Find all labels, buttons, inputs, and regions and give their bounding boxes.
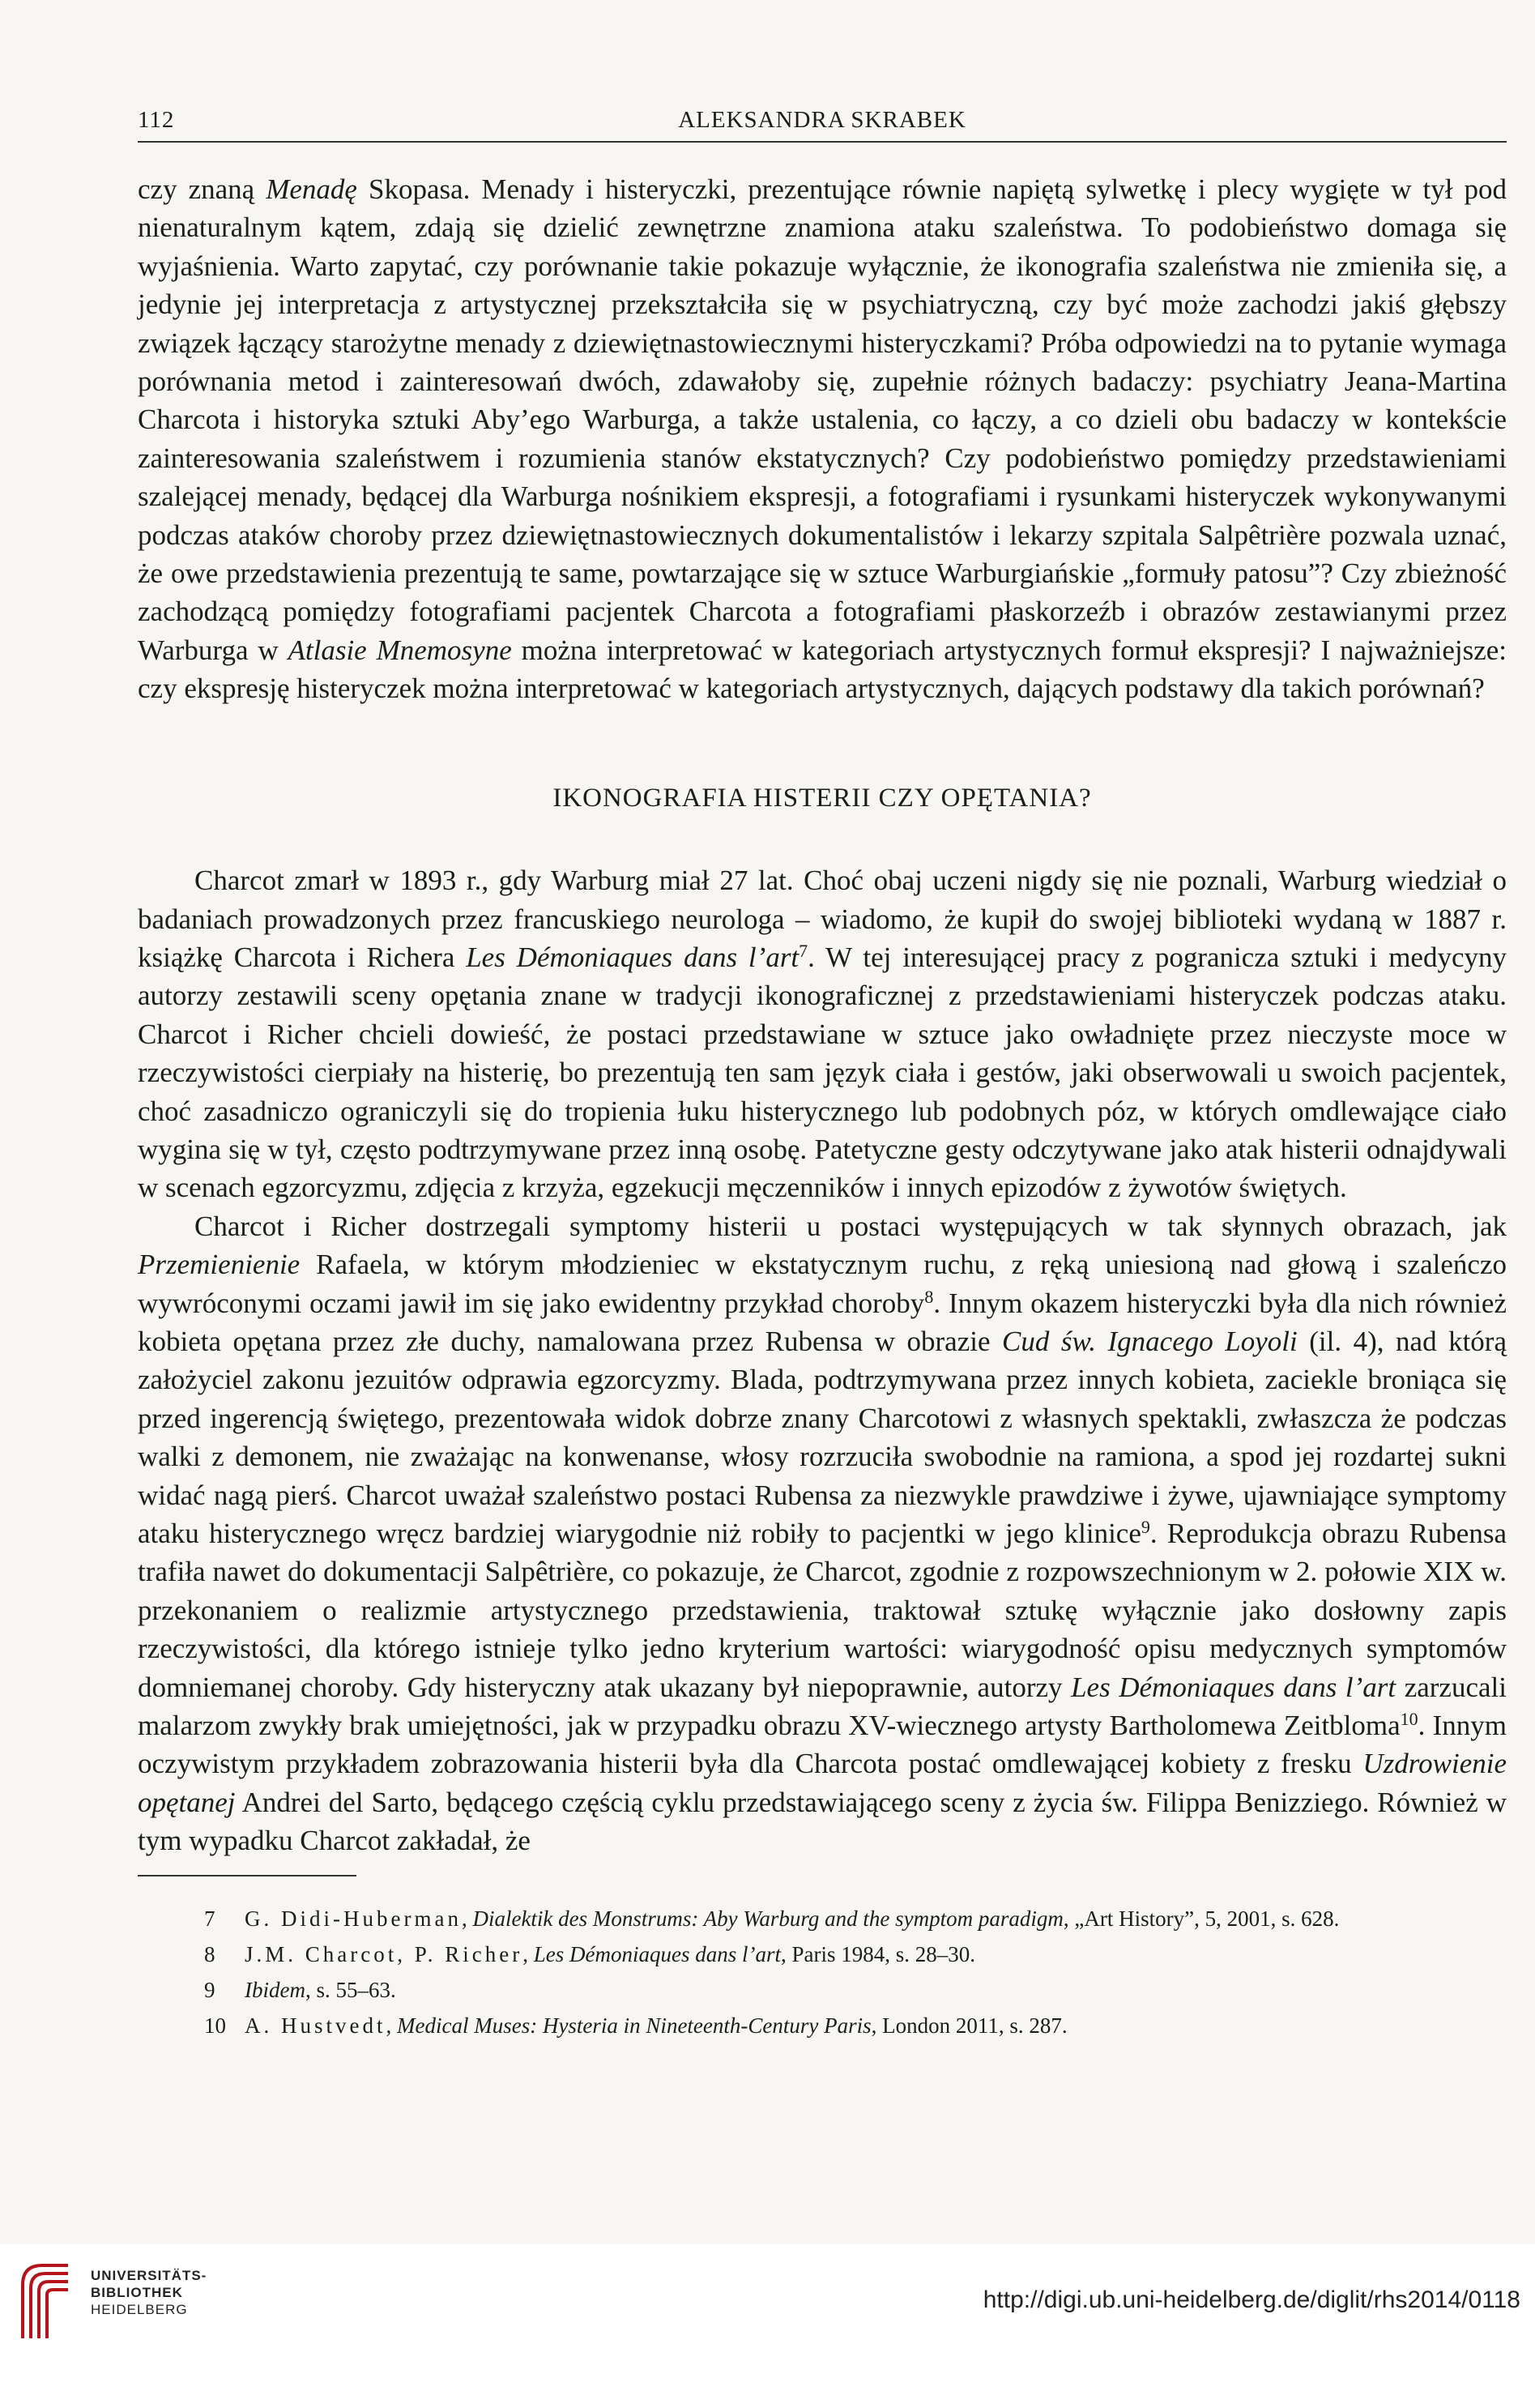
text-run: (il. 4), nad którą założyciel zakonu jezuitów odprawia egzorcyzmy. Blada, podtrzymywana przez innych kobieta, zaciekle broniąca się przed ingerencją świętego, prezentowała widok dobrze znany Charcotowi z własnych spektakli, zwłaszcza że podczas walki z demonem, nie zważając na konwenanse, włosy rozrzuciła swobodnie na ramiona, a spod jej rozdartej sukni widać nagą pierś. Charcot uważał szaleństwo postaci Rubensa za niezwykle prawdziwe i żywe, ujawniające symptomy ataku histerycznego wręcz bardziej wiarygodnie niż robiły to pacjentki w jego klinice — [138, 1325, 1507, 1549]
university-library-logo-icon — [18, 2261, 75, 2342]
text-run: Rafaela, w którym młodzieniec w ekstatycznym ruchu, z ręką uniesioną nad głową i szaleńczo wywróconymi oczami jawił im się jako ewidentny przykład choroby — [138, 1249, 1507, 1319]
footnote-author: J.M. Charcot, P. Richer — [245, 1941, 523, 1966]
italic-title-book: Les Démoniaques dans l’art — [466, 941, 799, 973]
text-run: Skopasa. Menady i histeryczki, prezentujące równie napiętą sylwetkę i plecy wygięte w tył pod nienaturalnym kątem, zdają się dzielić zewnętrzne znamiona ataku szaleństwa. To podobieństwo domaga się wyjaśnienia. Warto zapytać, czy porównanie takie pokazuje wyłącznie, że ikonografia szaleństwa nie zmieniła się, a jedynie jej interpretacja z artystycznej przekształciła się w psychiatryczną, czy być może zachodzi jakiś głębszy związek łączący starożytne menady z dziewiętnastowiecznymi histeryczkami? Próba odpowiedzi na to pytanie wymaga porównania metod i zainteresowań dwóch, zdawałoby się, zupełnie różnych badaczy: psychiatry Jeana-Martina Charcota i historyka sztuki Aby’ego Warburga, a także ustalenia, co łączy, a co dzieli obu badaczy w kontekście zainteresowania szaleństwem i rozumienia stanów ekstatycznych? Czy podobieństwo pomiędzy przedstawieniami szalejącej menady, będącej dla Warburga nośnikiem ekspresji, a fotografiami i rysunkami histeryczek wykonywanymi podczas ataków choroby przez dziewiętnastowiecznych dokumentalistów i lekarzy szpitala Salpêtrière pozwala uznać, że owe przedstawienia prezentują te same, powtarzające się w sztuce Warburgiańskie „formuły patosu”? Czy zbieżność zachodzącą pomiędzy fotografiami pacjentek Charcota a fotografiami płaskorzeźb i obrazów zestawianymi przez Warburga w — [138, 173, 1507, 666]
text-run: Charcot i Richer dostrzegali symptomy histerii u postaci występujących w tak słynnych obrazach, jak — [194, 1210, 1507, 1242]
digitization-footer — [0, 2244, 1535, 2408]
footnote-number: 10 — [204, 2013, 226, 2038]
text-run: . Innym okazem histeryczki była dla nich również kobieta opętana przez złe duchy, namalowana przez Rubensa w obrazie — [138, 1287, 1507, 1357]
footnote-divider — [138, 1875, 356, 1876]
footnote-number: 7 — [204, 1906, 215, 1931]
footnote-separator: , — [461, 1906, 473, 1931]
paragraph-section-1 — [138, 861, 1507, 1207]
footnote-title: Dialektik des Monstrums: Aby Warburg and the symptom paradigm — [472, 1906, 1064, 1931]
library-name-line3: HEIDELBERG — [91, 2302, 188, 2317]
library-name-line1: UNIVERSITÄTS- — [91, 2268, 207, 2283]
footnote-9 — [138, 1972, 1507, 2008]
footnote-10 — [138, 2008, 1507, 2043]
running-head-author: ALEKSANDRA SKRABEK — [678, 107, 966, 133]
source-url-link[interactable]: http://digi.ub.uni-heidelberg.de/diglit/rhs2014/0118 — [983, 2286, 1520, 2313]
italic-title-uzdrowienie: Uzdrowienie opętanej — [138, 1748, 1507, 1818]
text-run: Andrei del Sarto, będącego częścią cyklu przedstawiającego sceny z życia św. Filippa Benizziego. Również w tym wypadku Charcot zakładał, że — [138, 1786, 1507, 1857]
footnote-ref-7[interactable]: 7 — [799, 940, 808, 961]
text-run: . W tej interesującej pracy z pogranicza sztuki i medycyny autorzy zestawili sceny opętania znane w tradycji ikonograficznej z przedstawieniami histeryczek podczas ataku. Charcot i Richer chcieli dowieść, że postaci przedstawiane w sztuce jako owładnięte przez nieczyste moce w rzeczywistości cierpiały na histerię, bo prezentują ten sam język ciała i gestów, jaki obserwowali u swoich pacjentek, choć zasadniczo ograniczyli się do tropienia łuku histerycznego lub podobnych póz, w których omdlewające ciało wygina się w tył, często podtrzymywane przez inną osobę. Patetyczne gesty odczytywane jako atak histerii odnajdywali w scenach egzorcyzmu, zdjęcia z krzyża, egzekucji męczenników i innych epizodów z żywotów świętych. — [138, 941, 1507, 1204]
body-text — [138, 170, 1507, 1860]
footnotes — [138, 1901, 1507, 2043]
footnote-ref-10[interactable]: 10 — [1400, 1709, 1418, 1730]
italic-title-les-demoniaques: Les Démoniaques dans l’art — [1071, 1671, 1396, 1703]
italic-title-przemienienie: Przemienienie — [138, 1249, 301, 1281]
section-heading: IKONOGRAFIA HISTERII CZY OPĘTANIA? — [552, 783, 1092, 813]
footnote-8 — [138, 1936, 1507, 1972]
footnote-title: Medical Muses: Hysteria in Nineteenth-Century Paris — [397, 2013, 872, 2038]
library-name-line2: BIBLIOTHEK — [91, 2285, 183, 2300]
footnote-number: 8 — [204, 1941, 215, 1966]
library-name — [91, 2267, 207, 2318]
italic-title-cud: Cud św. Ignacego Loyoli — [1002, 1325, 1298, 1357]
footnote-separator: , — [522, 1941, 534, 1966]
footnote-7 — [138, 1901, 1507, 1936]
footnote-rest: , London 2011, s. 287. — [871, 2013, 1068, 2038]
text-run: można interpretować w kategoriach artystycznych formuł ekspresji? I najważniejsze: czy ekspresję histeryczek można interpretować w kategoriach artystycznych, dających podstawy dla takich porównań? — [138, 634, 1507, 705]
text-run: . Reprodukcja obrazu Rubensa trafiła nawet do dokumentacji Salpêtrière, co pokazuje, że Charcot, zgodnie z rozpowszechnionym w 2. połowie XIX w. przekonaniem o realizmie artystycznego przedstawienia, traktował sztukę wyłącznie jako dosłowny zapis rzeczywistości, dla którego istnieje tylko jedno kryterium wartości: wiarygodność opisu medycznych symptomów domniemanej choroby. Gdy histeryczny atak ukazany był niepoprawnie, autorzy — [138, 1518, 1507, 1703]
footnote-title: Les Démoniaques dans l’art — [533, 1941, 781, 1966]
footnote-rest: , „Art History”, 5, 2001, s. 628. — [1063, 1906, 1340, 1931]
footnote-rest: , s. 55–63. — [305, 1977, 396, 2002]
text-run: zarzucali malarzom zwykły brak umiejętności, jak w przypadku obrazu XV-wiecznego artysty Bartholomewa Zeitbloma — [138, 1671, 1507, 1742]
footnote-rest: , Paris 1984, s. 28–30. — [780, 1941, 975, 1966]
footnote-number: 9 — [204, 1977, 215, 2002]
footnote-ref-9[interactable]: 9 — [1141, 1517, 1150, 1537]
footnote-separator: , — [386, 2013, 397, 2038]
footnote-ref-8[interactable]: 8 — [924, 1286, 934, 1307]
text-run: Charcot zmarł w 1893 r., gdy Warburg miał 27 lat. Choć obaj uczeni nigdy się nie poznali, Warburg wiedział o badaniach prowadzonych przez francuskiego neurologa – wiadomo, że kupił do swojej biblioteki wydaną w 1887 r. książkę Charcota i Richera — [138, 865, 1507, 973]
text-run: . Innym oczywistym przykładem zobrazowania histerii była dla Charcota postać omdlewającej kobiety z fresku — [138, 1710, 1507, 1780]
footnote-author: G. Didi-Huberman — [245, 1906, 462, 1931]
footnote-author: A. Hustvedt — [245, 2013, 386, 2038]
page-number: 112 — [138, 107, 175, 133]
running-head — [138, 105, 1507, 143]
text-run: czy znaną — [138, 173, 266, 205]
page — [138, 105, 1507, 2043]
paragraph-section-2 — [138, 1207, 1507, 1860]
footnote-title: Ibidem — [245, 1977, 305, 2002]
paragraph-intro — [138, 170, 1507, 708]
italic-title-menade: Menadę — [266, 173, 357, 205]
italic-title-atlas: Atlasie Mnemosyne — [288, 634, 512, 666]
